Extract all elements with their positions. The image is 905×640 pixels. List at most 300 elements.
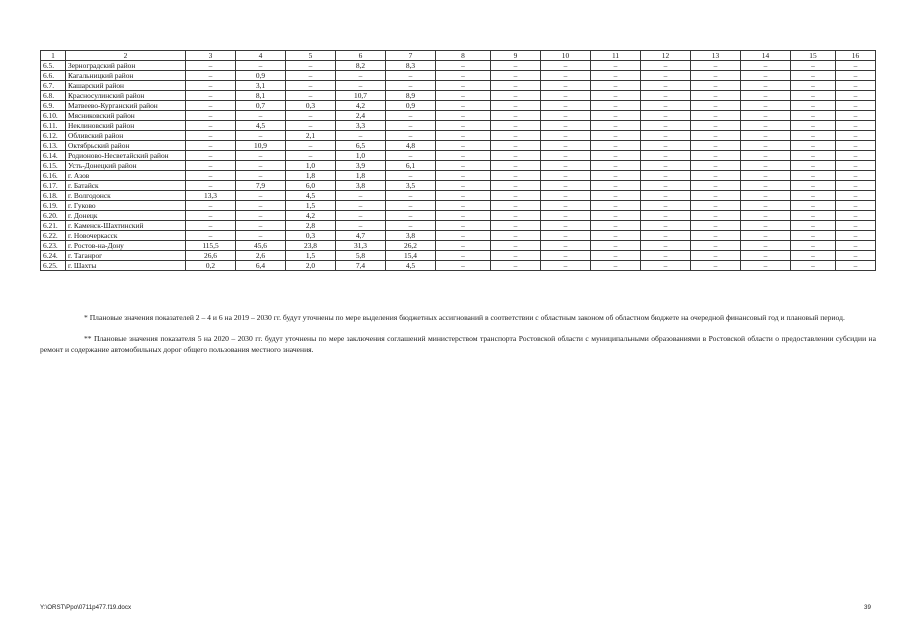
value-cell: – <box>641 181 691 191</box>
value-cell: – <box>286 91 336 101</box>
value-cell: – <box>541 161 591 171</box>
value-cell: – <box>641 221 691 231</box>
value-cell: – <box>791 211 836 221</box>
value-cell: – <box>791 121 836 131</box>
value-cell: – <box>286 141 336 151</box>
value-cell: – <box>591 241 641 251</box>
value-cell: – <box>491 241 541 251</box>
table-row <box>41 181 876 191</box>
table-row <box>41 81 876 91</box>
row-number: 6.6. <box>41 71 66 81</box>
municipality-name: г. Шахты <box>66 261 186 271</box>
footnote-subsidy-text: ** Плановые значения показателя 5 на 2020 – 2030 гг. будут уточнены по мере заключения соглашений министерством транспорта Ростовской области с муниципальными образованиями в Ростовской области о предоставлении субсидии на ремонт и содержание автомобильных дорог общего пользования местного значения. <box>40 334 876 354</box>
value-cell: – <box>386 71 436 81</box>
municipality-name: Неклиновский район <box>66 121 186 131</box>
value-cell: – <box>491 201 541 211</box>
value-cell: – <box>691 231 741 241</box>
municipality-name: Мясниковский район <box>66 111 186 121</box>
row-number: 6.21. <box>41 221 66 231</box>
municipality-name: г. Азов <box>66 171 186 181</box>
value-cell: – <box>436 261 491 271</box>
value-cell: – <box>541 211 591 221</box>
value-cell: – <box>541 81 591 91</box>
value-cell: – <box>436 151 491 161</box>
row-number: 6.12. <box>41 131 66 141</box>
row-number: 6.24. <box>41 251 66 261</box>
value-cell: – <box>691 141 741 151</box>
value-cell: – <box>641 151 691 161</box>
value-cell: – <box>591 261 641 271</box>
value-cell: – <box>591 151 641 161</box>
value-cell: – <box>641 191 691 201</box>
value-cell: – <box>436 161 491 171</box>
value-cell: – <box>691 121 741 131</box>
value-cell: – <box>186 181 236 191</box>
value-cell: 2,0 <box>286 261 336 271</box>
table-row <box>41 241 876 251</box>
table-row <box>41 71 876 81</box>
table-row <box>41 171 876 181</box>
value-cell: 1,0 <box>336 151 386 161</box>
column-header: 13 <box>691 51 741 61</box>
value-cell: 1,0 <box>286 161 336 171</box>
value-cell: – <box>741 61 791 71</box>
value-cell: – <box>491 231 541 241</box>
value-cell: – <box>236 231 286 241</box>
municipality-name: Октябрьский район <box>66 141 186 151</box>
row-number: 6.15. <box>41 161 66 171</box>
value-cell: – <box>836 121 876 131</box>
column-header: 15 <box>791 51 836 61</box>
value-cell: – <box>186 81 236 91</box>
municipality-name: Красносулинский район <box>66 91 186 101</box>
value-cell: – <box>386 171 436 181</box>
value-cell: – <box>541 241 591 251</box>
value-cell: – <box>591 141 641 151</box>
column-header: 16 <box>836 51 876 61</box>
table-row <box>41 101 876 111</box>
value-cell: – <box>791 71 836 81</box>
value-cell: – <box>541 171 591 181</box>
value-cell: – <box>541 71 591 81</box>
value-cell: – <box>236 221 286 231</box>
page-number: 39 <box>864 604 871 611</box>
table-row <box>41 201 876 211</box>
value-cell: – <box>741 241 791 251</box>
value-cell: 4,2 <box>286 211 336 221</box>
value-cell: – <box>186 101 236 111</box>
value-cell: – <box>791 161 836 171</box>
value-cell: – <box>741 91 791 101</box>
value-cell: – <box>491 211 541 221</box>
value-cell: – <box>436 121 491 131</box>
value-cell: – <box>836 251 876 261</box>
value-cell: 4,5 <box>286 191 336 201</box>
value-cell: – <box>641 81 691 91</box>
value-cell: – <box>691 131 741 141</box>
row-number: 6.10. <box>41 111 66 121</box>
value-cell: – <box>791 111 836 121</box>
value-cell: – <box>791 91 836 101</box>
row-number: 6.13. <box>41 141 66 151</box>
column-header: 8 <box>436 51 491 61</box>
value-cell: – <box>436 231 491 241</box>
table-row <box>41 151 876 161</box>
value-cell: – <box>186 171 236 181</box>
value-cell: – <box>236 111 286 121</box>
value-cell: – <box>691 211 741 221</box>
value-cell: – <box>491 251 541 261</box>
value-cell: – <box>641 131 691 141</box>
value-cell: 4,2 <box>336 101 386 111</box>
value-cell: – <box>741 191 791 201</box>
value-cell: – <box>691 161 741 171</box>
value-cell: – <box>491 181 541 191</box>
value-cell: – <box>236 161 286 171</box>
value-cell: – <box>186 71 236 81</box>
value-cell: 0,3 <box>286 101 336 111</box>
value-cell: – <box>691 181 741 191</box>
value-cell: – <box>791 251 836 261</box>
value-cell: – <box>741 231 791 241</box>
value-cell: – <box>741 221 791 231</box>
value-cell: – <box>836 211 876 221</box>
column-header: 5 <box>286 51 336 61</box>
municipality-name: г. Гуково <box>66 201 186 211</box>
row-number: 6.14. <box>41 151 66 161</box>
value-cell: 8,9 <box>386 91 436 101</box>
table-row <box>41 121 876 131</box>
value-cell: – <box>836 91 876 101</box>
value-cell: – <box>836 181 876 191</box>
value-cell: – <box>836 191 876 201</box>
value-cell: – <box>591 81 641 91</box>
column-header: 11 <box>591 51 641 61</box>
value-cell: – <box>491 151 541 161</box>
value-cell: – <box>791 231 836 241</box>
value-cell: – <box>791 201 836 211</box>
value-cell: – <box>186 201 236 211</box>
value-cell: – <box>236 201 286 211</box>
value-cell: – <box>591 171 641 181</box>
column-header: 7 <box>386 51 436 61</box>
value-cell: 0,9 <box>386 101 436 111</box>
value-cell: – <box>386 151 436 161</box>
value-cell: – <box>436 191 491 201</box>
value-cell: – <box>541 151 591 161</box>
value-cell: – <box>541 261 591 271</box>
row-number: 6.25. <box>41 261 66 271</box>
value-cell: – <box>186 221 236 231</box>
municipality-name: Матвеево-Курганский район <box>66 101 186 111</box>
file-path: Y:\ORST\Ppo\0711p477.f19.docx <box>40 604 132 611</box>
value-cell: – <box>641 251 691 261</box>
value-cell: – <box>491 101 541 111</box>
table-row <box>41 231 876 241</box>
value-cell: – <box>386 221 436 231</box>
value-cell: – <box>741 151 791 161</box>
value-cell: – <box>336 131 386 141</box>
value-cell: – <box>691 111 741 121</box>
value-cell: – <box>491 111 541 121</box>
value-cell: – <box>836 101 876 111</box>
value-cell: – <box>286 111 336 121</box>
value-cell: – <box>186 141 236 151</box>
value-cell: – <box>641 91 691 101</box>
municipality-name: Обливский район <box>66 131 186 141</box>
column-header: 4 <box>236 51 286 61</box>
value-cell: – <box>336 201 386 211</box>
value-cell: – <box>691 171 741 181</box>
value-cell: – <box>641 71 691 81</box>
footnote-budget <box>40 313 876 324</box>
value-cell: – <box>641 121 691 131</box>
value-cell: – <box>286 121 336 131</box>
value-cell: – <box>641 231 691 241</box>
value-cell: – <box>641 101 691 111</box>
value-cell: – <box>186 111 236 121</box>
indicators-table <box>40 50 876 271</box>
value-cell: 1,5 <box>286 201 336 211</box>
value-cell: – <box>491 171 541 181</box>
municipality-name: г. Батайск <box>66 181 186 191</box>
value-cell: – <box>691 201 741 211</box>
value-cell: – <box>541 181 591 191</box>
row-number: 6.17. <box>41 181 66 191</box>
value-cell: – <box>691 191 741 201</box>
value-cell: – <box>836 231 876 241</box>
value-cell: – <box>541 91 591 101</box>
municipality-name: Усть-Донецкий район <box>66 161 186 171</box>
table-row <box>41 221 876 231</box>
row-number: 6.16. <box>41 171 66 181</box>
value-cell: – <box>641 211 691 221</box>
value-cell: – <box>236 211 286 221</box>
value-cell: 3,8 <box>336 181 386 191</box>
municipality-name: Зерноградский район <box>66 61 186 71</box>
value-cell: – <box>541 251 591 261</box>
value-cell: – <box>491 191 541 201</box>
value-cell: 4,5 <box>236 121 286 131</box>
value-cell: – <box>691 101 741 111</box>
value-cell: – <box>541 101 591 111</box>
value-cell: – <box>836 61 876 71</box>
value-cell: – <box>386 131 436 141</box>
value-cell: 0,7 <box>236 101 286 111</box>
value-cell: 1,5 <box>286 251 336 261</box>
value-cell: – <box>741 131 791 141</box>
value-cell: – <box>641 141 691 151</box>
value-cell: – <box>336 81 386 91</box>
value-cell: – <box>791 261 836 271</box>
value-cell: – <box>691 221 741 231</box>
value-cell: – <box>741 141 791 151</box>
value-cell: – <box>591 71 641 81</box>
value-cell: – <box>386 211 436 221</box>
value-cell: – <box>836 241 876 251</box>
value-cell: – <box>436 171 491 181</box>
value-cell: 10,9 <box>236 141 286 151</box>
value-cell: – <box>791 221 836 231</box>
municipality-name: г. Волгодонск <box>66 191 186 201</box>
table-row <box>41 111 876 121</box>
value-cell: – <box>691 81 741 91</box>
value-cell: – <box>691 71 741 81</box>
value-cell: – <box>186 231 236 241</box>
value-cell: – <box>741 111 791 121</box>
value-cell: 6,4 <box>236 261 286 271</box>
value-cell: – <box>541 201 591 211</box>
municipality-name: г. Таганрог <box>66 251 186 261</box>
value-cell: – <box>591 231 641 241</box>
value-cell: – <box>791 181 836 191</box>
value-cell: – <box>286 71 336 81</box>
value-cell: – <box>236 61 286 71</box>
value-cell: – <box>691 61 741 71</box>
value-cell: – <box>386 201 436 211</box>
value-cell: 8,1 <box>236 91 286 101</box>
municipality-name: Кагальницкий район <box>66 71 186 81</box>
value-cell: 6,0 <box>286 181 336 191</box>
value-cell: 0,2 <box>186 261 236 271</box>
table-row <box>41 251 876 261</box>
value-cell: – <box>836 171 876 181</box>
value-cell: – <box>436 201 491 211</box>
row-number: 6.18. <box>41 191 66 201</box>
value-cell: – <box>641 201 691 211</box>
value-cell: – <box>236 191 286 201</box>
value-cell: – <box>836 131 876 141</box>
value-cell: – <box>691 91 741 101</box>
value-cell: 8,3 <box>386 61 436 71</box>
column-header: 14 <box>741 51 791 61</box>
value-cell: – <box>236 151 286 161</box>
value-cell: 26,2 <box>386 241 436 251</box>
value-cell: 3,3 <box>336 121 386 131</box>
value-cell: – <box>386 81 436 91</box>
value-cell: – <box>836 81 876 91</box>
value-cell: – <box>491 91 541 101</box>
value-cell: – <box>436 101 491 111</box>
row-number: 6.7. <box>41 81 66 91</box>
row-number: 6.22. <box>41 231 66 241</box>
value-cell: – <box>386 111 436 121</box>
value-cell: – <box>436 91 491 101</box>
value-cell: – <box>641 61 691 71</box>
value-cell: – <box>741 211 791 221</box>
row-number: 6.9. <box>41 101 66 111</box>
value-cell: – <box>591 101 641 111</box>
value-cell: – <box>641 161 691 171</box>
table-row <box>41 161 876 171</box>
municipality-name: Кашарский район <box>66 81 186 91</box>
value-cell: – <box>591 61 641 71</box>
row-number: 6.8. <box>41 91 66 101</box>
value-cell: – <box>836 151 876 161</box>
value-cell: 0,3 <box>286 231 336 241</box>
value-cell: – <box>491 161 541 171</box>
value-cell: 1,8 <box>336 171 386 181</box>
table-row <box>41 261 876 271</box>
value-cell: – <box>386 191 436 201</box>
value-cell: – <box>691 251 741 261</box>
value-cell: – <box>741 161 791 171</box>
value-cell: – <box>286 81 336 91</box>
value-cell: 3,5 <box>386 181 436 191</box>
value-cell: – <box>541 231 591 241</box>
value-cell: – <box>791 141 836 151</box>
value-cell: – <box>436 241 491 251</box>
value-cell: – <box>286 151 336 161</box>
value-cell: – <box>791 241 836 251</box>
value-cell: 1,8 <box>286 171 336 181</box>
value-cell: – <box>591 131 641 141</box>
municipality-name: г. Новочеркасск <box>66 231 186 241</box>
value-cell: 0,9 <box>236 71 286 81</box>
value-cell: 10,7 <box>336 91 386 101</box>
value-cell: – <box>836 261 876 271</box>
row-number: 6.23. <box>41 241 66 251</box>
value-cell: 7,9 <box>236 181 286 191</box>
value-cell: – <box>436 131 491 141</box>
value-cell: 8,2 <box>336 61 386 71</box>
value-cell: – <box>791 101 836 111</box>
value-cell: – <box>186 121 236 131</box>
value-cell: – <box>541 141 591 151</box>
value-cell: – <box>491 71 541 81</box>
value-cell: – <box>186 161 236 171</box>
column-header: 3 <box>186 51 236 61</box>
value-cell: – <box>541 111 591 121</box>
value-cell: – <box>791 151 836 161</box>
value-cell: 4,5 <box>386 261 436 271</box>
value-cell: – <box>791 81 836 91</box>
value-cell: – <box>641 111 691 121</box>
value-cell: 45,6 <box>236 241 286 251</box>
footnote-budget-text: * Плановые значения показателей 2 – 4 и 6 на 2019 – 2030 гг. будут уточнены по мере выделения бюджетных ассигнований в соответствии с областным законом об областном бюджете на очередной финансовый год и плановый период. <box>84 313 845 322</box>
value-cell: – <box>791 171 836 181</box>
value-cell: – <box>436 211 491 221</box>
value-cell: 2,1 <box>286 131 336 141</box>
value-cell: – <box>491 221 541 231</box>
value-cell: – <box>741 71 791 81</box>
value-cell: – <box>186 61 236 71</box>
value-cell: – <box>386 121 436 131</box>
value-cell: – <box>741 171 791 181</box>
value-cell: – <box>541 221 591 231</box>
value-cell: – <box>741 101 791 111</box>
value-cell: – <box>436 111 491 121</box>
value-cell: – <box>836 71 876 81</box>
value-cell: – <box>791 61 836 71</box>
value-cell: – <box>591 181 641 191</box>
value-cell: – <box>436 81 491 91</box>
value-cell: 23,8 <box>286 241 336 251</box>
value-cell: – <box>491 261 541 271</box>
value-cell: – <box>541 61 591 71</box>
table-row <box>41 91 876 101</box>
value-cell: – <box>491 61 541 71</box>
value-cell: 2,4 <box>336 111 386 121</box>
value-cell: – <box>436 71 491 81</box>
value-cell: – <box>741 201 791 211</box>
column-header: 10 <box>541 51 591 61</box>
footnote-subsidy <box>40 334 876 355</box>
value-cell: – <box>741 121 791 131</box>
value-cell: 3,1 <box>236 81 286 91</box>
value-cell: – <box>741 251 791 261</box>
value-cell: – <box>836 111 876 121</box>
